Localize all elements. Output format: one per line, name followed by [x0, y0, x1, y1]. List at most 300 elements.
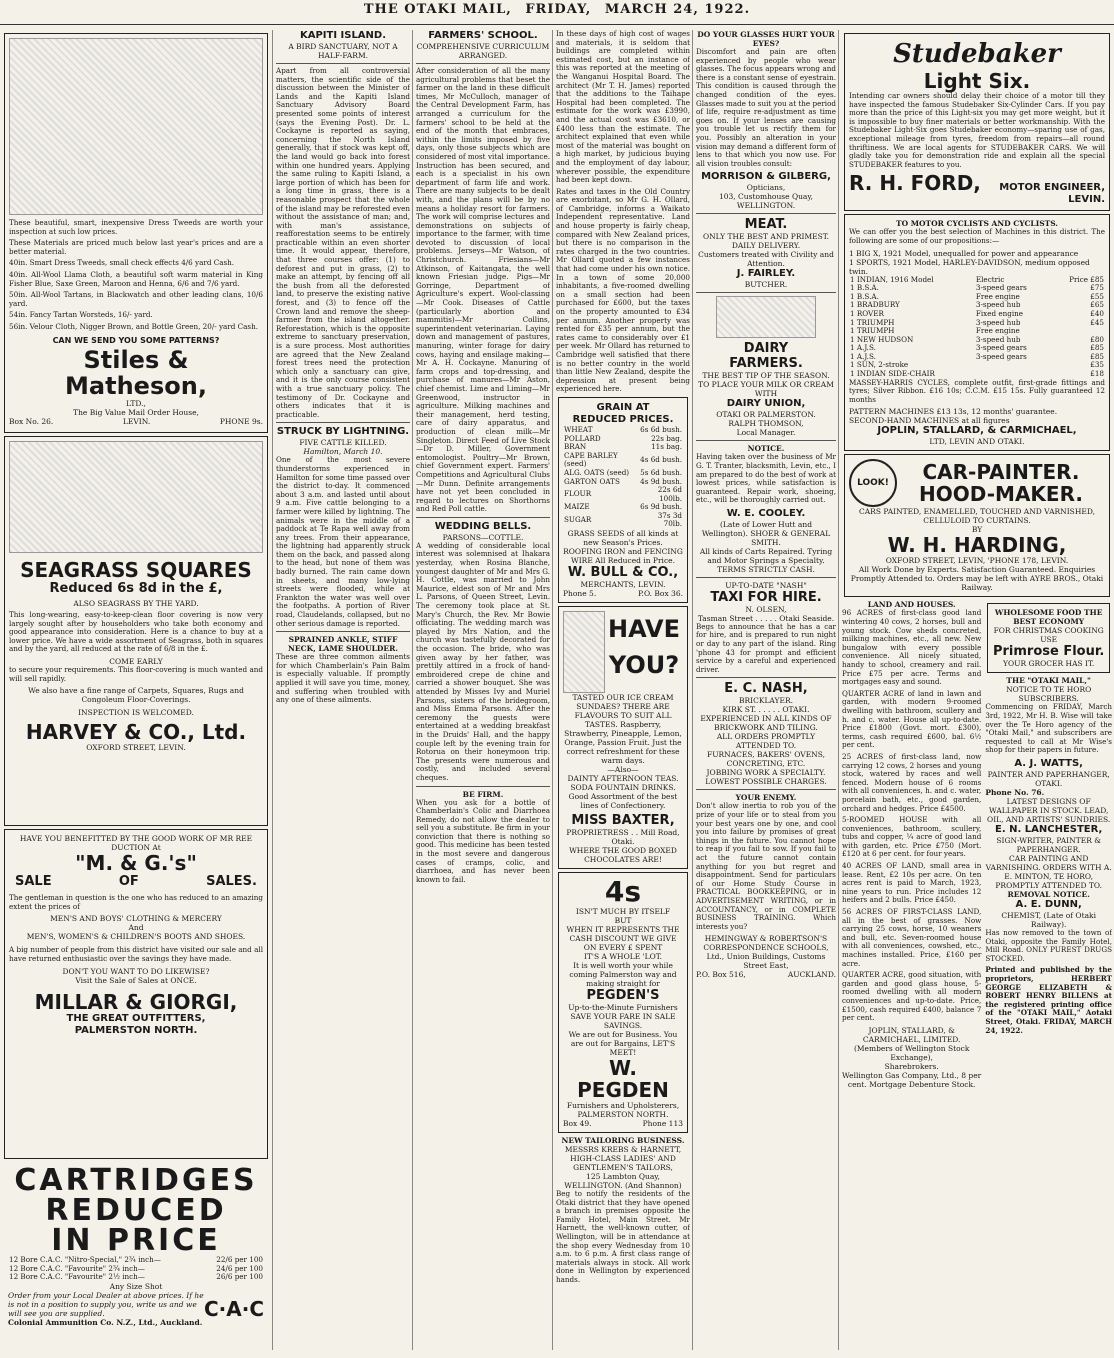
ad-heading: GRAIN AT	[596, 401, 650, 413]
imprint: Printed and published by the proprietors, HERBERT GEORGE ELIZABETH & ROBERT HENRY BILLENS at the registered printing office of the "OTAKI MAIL," Aotaki Street, Otaki. FRIDAY, MARCH 24, 1922.	[985, 965, 1112, 1035]
address: 103, Customhouse Quay, WELLINGTON.	[718, 192, 814, 211]
ad-text: Any Size Shot	[109, 1281, 163, 1291]
ad-text: INSPECTION IS WELCOMED.	[78, 708, 194, 718]
ad-contact	[563, 589, 683, 598]
ad-text: All kinds of Carts Repaired. Tyring and Motor Springs a Specialty.	[699, 546, 833, 565]
advertiser-name: HARVEY & CO., Ltd.	[25, 720, 247, 745]
studebaker-logo: Studebaker	[893, 39, 1061, 69]
table-cell: 3-speed gears	[975, 343, 1027, 353]
ad-heading: REMOVAL NOTICE.	[1007, 890, 1090, 899]
table-cell: £85	[1090, 343, 1104, 353]
list-item: EXPERIENCED IN ALL KINDS OF BRICKWORK AND TILING.	[700, 714, 832, 733]
ad-text: —Also—	[607, 765, 639, 775]
seagrass-illustration	[9, 441, 263, 553]
ad-text: Opticians,	[746, 183, 786, 193]
have-you-banner	[563, 611, 683, 693]
grain-ad	[558, 397, 688, 603]
table-cell: MAIZE	[564, 502, 590, 512]
table-cell: 11s bag.	[651, 442, 682, 452]
table-cell: WHEAT	[564, 424, 593, 434]
ad-heading: DAIRY	[743, 341, 789, 357]
issue-day: FRIDAY,	[525, 2, 592, 17]
sale-of-sales	[9, 874, 263, 889]
ad-text: YOUR GROCER HAS IT.	[1003, 659, 1095, 669]
list-item: FURNACES, BAKERS' OVENS, CONCRETING, ETC.	[707, 750, 825, 769]
ad-subheading: THE GREAT OUTFITTERS,	[66, 1013, 206, 1025]
ad-text: BY	[971, 525, 983, 535]
article-subheading: COMPREHENSIVE CURRICULUM ARRANGED.	[416, 42, 550, 60]
ad-text: MERCHANTS, LEVIN.	[580, 580, 666, 590]
ad-heading: CARTRIDGES	[14, 1163, 258, 1198]
po-box: P.O. Box 516,	[696, 970, 746, 980]
ad-heading: Light Six.	[923, 69, 1031, 93]
column-rule	[412, 30, 413, 1350]
table-cell: POLLARD	[564, 433, 601, 443]
ad-text: SAVE YOUR FARE IN SALE SAVINGS.	[570, 1012, 676, 1031]
ad-text: Visit the Sale of Sales at ONCE.	[75, 976, 197, 986]
divider	[696, 677, 836, 678]
harding-ad	[844, 454, 1110, 597]
column-rule	[692, 30, 693, 1350]
ad-heading: YOU?	[608, 651, 680, 680]
ford-trade	[999, 182, 1105, 206]
town: LEVIN.	[1068, 194, 1105, 206]
ad-heading: FARMERS.	[729, 356, 803, 372]
ad-text: CAR PAINTING AND VARNISHING. ORDERS WITH A. E. MINTON, TE HORO, PROMPTLY ATTENDED TO.	[985, 854, 1112, 890]
list-item: 1 SPORTS, 1921 Model, HARLEY-DAVIDSON, medium opposed twin.	[849, 257, 1090, 276]
article-headline: KAPITI ISLAND.	[299, 30, 387, 41]
dateline: Hamilton, March 10.	[303, 447, 383, 457]
ad-text: LATEST DESIGNS OF WALLPAPER IN STOCK. LEAD, OIL, AND ARTISTS' SUNDRIES.	[987, 797, 1111, 824]
advertiser-name: A. E. DUNN,	[1015, 899, 1082, 910]
ad-text: TERMS STRICTLY CASH.	[717, 564, 815, 574]
ad-heading: IN PRICE	[51, 1223, 221, 1258]
article-subheading: FIVE CATTLE KILLED.	[299, 438, 387, 448]
primrose-flour-ad	[987, 603, 1110, 673]
ad-heading: HAVE	[608, 615, 680, 644]
advertiser-name: PEGDEN'S	[586, 988, 660, 1004]
right-column	[985, 600, 1112, 1088]
ad-text: Order from your Local Dealer at above prices. If he is not in a position to supply you, write us and we will see you are supplied.	[8, 1290, 204, 1318]
ad-text: Commencing on FRIDAY, March 3rd, 1922, Mr H. B. Wise will take over the Te Horo agency of the "Otaki Mail," and subscribers are requested to call at Mr Wise's shop for their papers in future.	[985, 702, 1112, 755]
ad-text: The Big Value Mail Order House,	[73, 407, 199, 417]
advertiser-name: N. OLSEN,	[745, 604, 787, 614]
article-body: Apart from all controversial matters, the scientific side of the discussion between the Minister of Lands and the Kapiti Island Sanctuary Advisory Board presented some points of interest (says the Evening Post). Dr. L. Cockayne is reported as saying, concerning the North Island generally, that if stock was kept off, the land would go back into forest within one hundred years. Applying the same ruling to Kapiti Island, a large portion of which has been for a long time in grass, there is a reasonable prospect that the whole of the island may be reforested even without the assistance of man; and, with man's assistance, reafforestation seems to be entirely practicable within an even shorter time. It would appear, therefore, that three courses offer: (1) to deforest and put in grass, (2) to make an attempt, by fencing off all the bush from all the deforested land, to preserve the existing native forest, and (3) to fence off the Crown land and remove the sheep-farmer from the island altogether. Reforestation, which is the opposite extreme to sanctuary preservation, is a sure process. Most authorities are agreed that the New Zealand forest trees need the protection which only a sanctuary can give, and it is the only course consistent with a true sanctuary policy. The testimony of Dr. Cockayne and others indicates that it is practicable.	[276, 66, 410, 419]
address: PALMERSTON NORTH.	[74, 1025, 198, 1037]
column-5	[696, 30, 836, 1350]
table-cell: 12 Bore C.A.C. "Favourite" 2½ inch—	[9, 1272, 145, 1282]
ad-subheading: Reduced 6s 8d in the £,	[49, 581, 223, 596]
look-badge	[849, 459, 897, 507]
table-cell: 5s 6d bush.	[640, 467, 682, 477]
table-cell: 3-speed gears	[975, 283, 1027, 293]
table-cell: 1 TRIUMPH	[850, 326, 895, 336]
ad-text: to secure your requirements. This floor-covering is much wanted and will sell rapidly.	[9, 664, 263, 683]
table-cell: 37s 3d 70lb.	[657, 510, 682, 529]
ad-text: (Members of Wellington Stock Exchange),	[853, 1043, 970, 1062]
divider	[696, 577, 836, 578]
ad-heading: "M. & G.'s"	[75, 851, 197, 875]
list-item: 25 ACRES of first-class land, now carrying 12 cows, 2 horses and young stock, watered by races and well fenced. Modern house of 6 rooms with all conveniences, h. and c. water, porcelain bath, etc., good garden, orchard and hedges. Price £4500.	[842, 751, 982, 813]
list-item: MEN'S, WOMEN'S & CHILDREN'S BOOTS AND SHOES.	[26, 932, 246, 942]
ad-text: All Work Done by Experts. Satisfaction Guaranteed. Enquiries Promptly Attended to. Orders may be left with AYRE BROS., Otaki Railway.	[850, 565, 1104, 593]
table-cell: 1 A.J.S.	[850, 351, 876, 361]
table-row	[563, 512, 683, 529]
ad-text: PATTERN MACHINES £13 13s, 12 months' guarantee.	[849, 407, 1058, 417]
grain-price-table	[563, 426, 683, 529]
ad-text: TASTED OUR ICE CREAM SUNDAES? THERE ARE FLAVOURS TO SUIT ALL TASTES. Raspberry, Strawberry, Pineapple, Lemon, Orange, Passion Fruit. Just the correct refreshment for these warm days.	[564, 693, 682, 766]
divider	[276, 631, 410, 632]
ad-text: ISN'T MUCH BY ITSELF	[575, 907, 671, 917]
table-cell: 3-speed gears	[975, 351, 1027, 361]
address: PROPRIETRESS . . Mill Road, Otaki.	[566, 828, 680, 847]
ad-text: SIGN-WRITER, PAINTER & PAPERHANGER.	[996, 836, 1101, 854]
word: SALE	[15, 874, 52, 889]
list-item: MEN'S AND BOYS' CLOTHING & MERCERY	[50, 914, 222, 924]
cac-logo: C·A·C	[204, 1296, 265, 1321]
ad-text: (Late of Lower Hutt and Wellington). SHOER & GENERAL SMITH.	[701, 519, 831, 547]
column-1	[2, 30, 270, 1350]
table-cell: 6s 9d bush.	[640, 502, 682, 512]
land-column	[842, 600, 981, 1088]
ad-text: GRASS SEEDS of all kinds at new Season's Prices.	[567, 529, 679, 548]
table-cell: CAPE BARLEY (seed)	[564, 450, 618, 469]
phone: Phone No. 76.	[985, 788, 1045, 797]
table-cell: 1 SUN, 2-stroke	[850, 360, 909, 370]
seagrass-ad	[4, 436, 268, 826]
po-box: Box 49.	[563, 1119, 592, 1129]
table-cell: GARTON OATS	[564, 476, 620, 486]
column-4	[556, 30, 690, 1350]
ad-heading: 4s	[604, 875, 642, 909]
ad-text: WHOLESOME FOOD THE BEST ECONOMY	[994, 608, 1103, 627]
ad-text: COME EARLY	[109, 656, 163, 666]
table-cell: 1 BRADBURY	[850, 300, 900, 310]
ad-text: ALSO SEAGRASS BY THE YARD.	[73, 599, 199, 608]
phone: PHONE 9s.	[219, 416, 263, 426]
ad-contact	[563, 1119, 683, 1128]
table-cell: 12 Bore C.A.C. "Nitro-Special," 2¾ inch—	[9, 1255, 161, 1264]
miss-baxter-ad	[558, 606, 688, 869]
table-cell: 1 NEW HUDSON	[850, 334, 914, 344]
address: KIRK ST. . . . . . OTAKI.	[722, 705, 810, 715]
table-cell: 22s bag.	[651, 433, 682, 443]
advertiser-name: W. BULL & CO.,	[567, 565, 679, 581]
table-cell: £35	[1090, 360, 1104, 370]
table-cell: FLOUR	[564, 489, 592, 499]
ad-text: DAILY DELIVERY.	[731, 241, 801, 251]
po-box: P.O. Box 36.	[638, 589, 683, 599]
ad-heading: TO MOTOR CYCLISTS AND CYCLISTS.	[896, 219, 1058, 229]
advertiser-name: W. PEGDEN	[577, 1056, 669, 1103]
table-cell: £65	[1090, 300, 1104, 310]
sundae-illustration	[563, 611, 605, 693]
list-item: QUARTER ACRE of land in lawn and garden, with modern 9-roomed dwelling with bathroom, scullery and h. and c. water. House all up-to-date. Price £1800 (Govt. mort. £300), terms, cash required £600, bal. 6½ per cent.	[842, 688, 982, 750]
ad-contact	[696, 970, 836, 979]
table-cell: £18	[1090, 369, 1104, 379]
table-cell: 1 INDIAN, 1916 Model	[850, 274, 934, 284]
pegden-ad	[558, 872, 688, 1133]
ad-heading: SEAGRASS SQUARES	[20, 558, 252, 582]
advertiser-name: JOPLIN, STALLARD, & CARMICHAEL, LIMITED.	[862, 1025, 961, 1044]
article-body: After consideration of all the many agricultural problems that beset the farmer on the land in these difficult times, Mr McCulloch, manager of the Central Development Farm, has arranged a curriculum for the farmers' school to be held at the end of the month that embraces, within the limits imposed by five days, only those subjects which are considered of most vital importance. Instruction has been secured, and each is a specialist in his own department of farm life and work. There are many subjects to be dealt with, and the plans will be by no means a holiday resort for farmers. The work will comprise lectures and demonstrations on subjects of importance to the farmer, with time devoted to discussion of local problems. Jerseys—Mr Watson, of Christchurch. Friesians—Mr Atkinson, of Kaitangata, the well known Friesian judge. Pigs—Mr Gorringe, Department of Agriculture's expert. Wool-classing—Mr Cook. Diseases of Cattle (particularly abortion and mammitis)—Mr Collins, superintendent veterinarian. Laying down and management of pastures, manuring, winter forage for dairy cows, haying and ensilage making—Mr A. H. Cockayne. Manuring of farm crops and top-dressing, and purchase of manures—Mr Aston, chief chemist. Lime and Liming—Mr Greenwood, instructor in agriculture. Milking machines and their management, herd testing, care of dairy apparatus, and production of clean milk—Mr Singleton. Direct Feed of Live Stock—Dr D. Miller, Government entomologist. Poultry—Mr Brown, chief Government expert. Farmers' Competitions and Agricultural Clubs—Mr Dunn. Definite arrangements have not yet been concluded in regard to lectures on Shorthorns and Red Poll cattle.	[416, 66, 550, 514]
ad-text: HAVE YOU BENEFITTED BY THE GOOD WORK OF MR REE DUCTION At	[19, 834, 253, 852]
ad-text: FOR CHRISTMAS COOKING USE	[993, 626, 1104, 645]
list-item: 96 ACRES of first-class good land wintering 40 cows, 2 horses, bull and young stock. Cow sheds concreted, milking machines, etc., all new. New bungalow with every possible convenience. All nicely situated, handy to school, creamery and rail. Price £75 per acre. Terms and mortgages easy and sound.	[842, 608, 982, 687]
ad-text: RALPH THOMSON,	[728, 419, 804, 429]
table-cell: 3-speed hub	[975, 317, 1021, 327]
divider	[416, 63, 550, 64]
advertiser-name: W. E. COOLEY.	[726, 507, 806, 519]
millar-giorgi-ad	[4, 829, 268, 1159]
list-item: 56in. Velour Cloth, Nigger Brown, and Bottle Green, 20/- yard Cash.	[9, 321, 259, 331]
advertiser-name: A. J. WATTS,	[1014, 758, 1083, 769]
table-row	[563, 486, 683, 503]
ad-text: Customers treated with Civility and Attention.	[698, 250, 834, 269]
ad-text: BRICKLAYER.	[738, 696, 793, 706]
divider	[416, 786, 550, 787]
table-cell: £85	[1090, 351, 1104, 361]
ad-text: A big number of people from this district have visited our sale and all have returned enthusiastic over the savings they have made.	[9, 945, 263, 963]
ad-text: Intending car owners should delay their choice of a motor till they have inspected the famous Studebaker Six-Cylinder Cars. If you pay more than the price of this Light-six you may get more weight, but it is impossible to buy finer materials or better workmanship. With the Studebaker Light-Six goes Studebaker economy—sparing use of gas, exceptional mileage from tyres, freedom from repairs—all round thriftiness. We are local agents for STUDEBAKER CARS. We will gladly take you for demonstration ride and explain all the special STUDEBAKER features to you.	[849, 91, 1105, 169]
stiles-matheson-ad	[4, 33, 268, 433]
ad-contact	[9, 417, 263, 426]
ad-text: CHEMIST, (Late of Otaki Railway).	[1001, 911, 1096, 929]
table-cell: 6s 6d bush.	[640, 424, 682, 434]
table-cell: 24/6 per 100	[216, 1263, 263, 1273]
ad-heading: HOOD-MAKER.	[919, 482, 1083, 507]
ad-text: HIGH-CLASS LADIES' AND GENTLEMEN'S TAILORS,	[570, 1154, 676, 1173]
ad-text: CARS PAINTED, ENAMELLED, TOUCHED AND VARNISHED, CELLULOID TO CURTAINS.	[859, 507, 1095, 526]
ad-text: Up-to-the-Minute Furnishers	[568, 1003, 678, 1013]
issue-date: MARCH 24, 1922.	[604, 2, 751, 17]
ad-text: Wellington Gas Company, Ltd., 8 per cent. Mortgage Debenture Stock.	[842, 1070, 982, 1089]
list-item: 56 ACRES OF FIRST-CLASS LAND, all in the best of grasses. Now carrying 25 cows, horse, 10 weaners and bull, etc. Seven-roomed house with all conveniences, cowshed, etc., machines installed. Price, £160 per acre.	[842, 907, 982, 968]
advertiser-name: Primrose Flour.	[992, 644, 1105, 660]
ad-text: Don't allow inertia to rob you of the prize of your life or to steal from you your best years one by one, and cool you into failure by promises of great things in the future. You cannot hope to reap if you fail to sow. If you fail to act the future cannot contain anything for you but regret and disappointment. Send for particulars of our Home Study Course in PRACTICAL BOOKKEEPING, or in ADVERTISEMENT WRITING, or in ACCOUNTANCY, or in COMPLETE BUSINESS TRAINING. Which interests you?	[696, 801, 836, 931]
list-item: JOBBING WORK A SPECIALTY.	[706, 768, 826, 778]
cartridge-footer	[8, 1291, 264, 1327]
ad-text: These beautiful, smart, inexpensive Dress Tweeds are worth your inspection at such low prices.	[9, 218, 263, 236]
cow-illustration	[716, 296, 816, 338]
ad-text: TO PLACE YOUR MILK OR CREAM WITH	[698, 380, 834, 399]
column-2	[276, 30, 410, 1350]
ad-text: Begs to announce that he has a car for hire, and is prepared to run night or day to any part of the island. Ring 'phone 43 for prompt and efficient service by a careful and experienced driver.	[696, 621, 836, 674]
advertiser-name: W. H. HARDING,	[887, 533, 1067, 558]
article-headline: WEDDING BELLS.	[434, 520, 532, 532]
table-cell: £75	[1090, 283, 1104, 293]
divider	[696, 292, 836, 293]
list-item: ALL ORDERS PROMPTLY ATTENDED TO.	[716, 732, 816, 751]
advertiser-name: E. N. LANCHESTER,	[995, 824, 1103, 835]
table-cell: 22s 6d 100lb.	[657, 485, 682, 503]
column-rule	[272, 30, 273, 1350]
ad-text: BUT	[614, 916, 632, 926]
address: Tasman Street . . . . . Otaki Seaside.	[697, 613, 835, 623]
ad-subheading: REDUCED PRICES.	[572, 413, 674, 425]
ad-text: UP-TO-DATE "NASH"	[725, 580, 807, 590]
advertiser-name: DAIRY UNION,	[726, 398, 806, 410]
article-body: A wedding of considerable local interest was solemnised at Ihakara yesterday, when Rosina Blanche, youngest daughter of Mr and Mrs G. H. Cottle, was married to John Maurice, eldest son of Mr and Mrs L. Parsons, of Queen Street, Levin. The ceremony took place at St. Mary's Church, the Rev. Mr Bowie officiating. The wedding march was played by Mrs Nation, and the church was tastefully decorated for the occasion. The bride, who was given away by her father, was prettily attired in a frock of hand-embroidered crepe de chine and carried a shower bouquet. She was attended by Misses Ivy and Muriel Parsons, sisters of the bridegroom, and Miss Emma Parsons. After the ceremony the guests were entertained at a wedding breakfast in the Druids' Hall, and the happy couple left by the evening train for Rotorua on their honeymoon trip. The presents were numerous and costly, and included several cheques.	[416, 540, 550, 782]
advertiser-name: MORRISON & GILBERG,	[701, 171, 831, 183]
ad-text: Has now removed to the town of Otaki, opposite the Family Hotel, Mill Road. ONLY PUREST DRUGS STOCKED.	[985, 928, 1112, 963]
column-rule	[838, 30, 839, 1350]
phone: Phone 5.	[563, 589, 597, 599]
advertiser-name: MILLAR & GIORGI,	[34, 990, 238, 1015]
table-cell: 3-speed hub	[975, 300, 1021, 310]
table-cell: BRAN	[564, 442, 587, 452]
table-cell: SUGAR	[564, 515, 592, 525]
address: LTD, LEVIN AND OTAKI.	[929, 437, 1025, 447]
table-row	[563, 452, 683, 469]
table-cell: £55	[1090, 291, 1104, 301]
phone: Phone 113	[642, 1119, 683, 1129]
advertiser-name: J. FAIRLEY.	[736, 268, 796, 280]
ad-text: We also have a fine range of Carpets, Squares, Rugs and Congoleum Floor-Coverings.	[28, 686, 244, 705]
list-item: 40in. All-Wool Llama Cloth, a beautiful soft warm material in King Fisher Blue, Saxe Green, Maroon and Henna, 6/6 and 7/6 yard.	[9, 269, 263, 288]
ad-text: DAINTY AFTERNOON TEAS. SODA FOUNTAIN DRINKS. Good Assortment of the best lines of Confectionery.	[567, 774, 679, 811]
table-cell: 1 B.S.A.	[850, 291, 879, 301]
motorcycle-price-table	[849, 276, 1105, 379]
list-item: 1 BIG X, 1921 Model, unequalled for power and appearance	[849, 248, 1079, 258]
list-item: 54in. Fancy Tartan Worsteds, 16/- yard.	[9, 310, 153, 320]
advertiser-name: Colonial Ammunition Co. N.Z., Ltd., Auckland.	[8, 1317, 203, 1327]
ad-text: THE BEST TIP OF THE SEASON.	[702, 371, 830, 381]
column-rule	[552, 30, 553, 1350]
ad-heading: CAR-PAINTER.	[922, 460, 1080, 485]
ad-text: PAINTER AND PAPERHANGER, OTAKI.	[987, 770, 1110, 788]
table-cell: £45	[1090, 317, 1104, 327]
cartridges-ad	[4, 1162, 268, 1340]
advertiser-name: HEMINGWAY & ROBERTSON'S CORRESPONDENCE SCHOOLS, Ltd., Union Buildings, Customs Street East,	[703, 934, 829, 971]
table-cell: 22/6 per 100	[216, 1255, 263, 1264]
table-cell: 1 ROVER	[850, 308, 884, 318]
article-headline: FARMERS' SCHOOL.	[428, 30, 538, 41]
list-item: 5-ROOMED HOUSE with all conveniences, bathroom, scullery, tubs and copper, ¼ acre of good land with garden, etc. Price £750 (Mort. £120 at 6 per cent. for four years.	[842, 815, 982, 859]
list-item: QUARTER ACRE, good situation, with garden and good glass house, 5-roomed dwelling with all modern conveniences and up-to-date. Price, £1500, cash required £400, balance 7 per cent.	[842, 970, 982, 1023]
ad-text: SECOND-HAND MACHINES at all figures	[849, 416, 1010, 426]
table-cell: 3-speed hub	[975, 334, 1021, 344]
ad-heading: REDUCED	[45, 1193, 227, 1228]
ad-heading: NEW TAILORING BUSINESS.	[561, 1136, 685, 1146]
list-item: LOWEST POSSIBLE CHARGES.	[705, 777, 827, 787]
table-cell: Electric	[975, 274, 1005, 284]
ad-text: Local Manager.	[736, 428, 796, 438]
list-item: And	[128, 923, 144, 933]
address: OXFORD STREET, LEVIN.	[86, 743, 186, 753]
town: LEVIN.	[122, 416, 151, 426]
table-cell: Fixed engine	[975, 308, 1024, 318]
ad-subheading: NOTICE TO TE HORO SUBSCRIBERS.	[1006, 685, 1092, 704]
paper-name: THE OTAKI MAIL,	[363, 2, 512, 17]
ad-text: OTAKI OR PALMERSTON.	[716, 410, 816, 420]
list-item: 40 ACRES OF LAND, small area in lease. Rent, £2 10s per acre. On ten acres rent is paid to March, 1923, nine years to run. Price includes 12 heifers and 2 bulls. Price £450.	[842, 861, 982, 905]
ad-heading: DO YOUR GLASSES HURT YOUR EYES?	[697, 30, 835, 48]
word: OF	[118, 874, 139, 889]
address: Furnishers and Upholsterers, PALMERSTON NORTH.	[566, 1101, 680, 1120]
table-cell: 1 B.S.A.	[850, 283, 879, 293]
ad-heading: YOUR ENEMY.	[735, 793, 797, 803]
ad-text: WHERE THE GOOD BOXED CHOCOLATES ARE!	[569, 846, 677, 865]
divider	[276, 63, 410, 64]
studebaker-ad	[844, 33, 1110, 211]
ad-text: It is well worth your while coming Palmerston way and making straight for	[569, 961, 677, 989]
ad-heading: LAND AND HOUSES.	[867, 600, 956, 610]
column-3	[416, 30, 550, 1350]
article-body: Rates and taxes in the Old Country are exorbitant, so Mr G. H. Ollard, of Cambridge, informs a Waikato Independent representative. Land and house property is fairly cheap, compared with New Zealand prices, but there is no comparison in the rates charged in the two countries. Mr Ollard quoted a few instances that had come under his own notice. In a town of some 20,000 inhabitants, a five-roomed dwelling on a small section had been purchased for £600, but the taxes on the property amounted to £34 per annum. Another property was rented for £35 per annum, but the rates came to considerably over £1 per week. Mr Ollard has returned to Cambridge well satisfied that there is no better country in the world than little New Zealand, despite the depression at present being experienced here.	[556, 186, 690, 394]
table-cell: £40	[1090, 308, 1104, 318]
ad-heading: MEAT.	[744, 217, 788, 233]
ad-text: We can offer you the best selection of Machines in this district. The following are some of our propositions:—	[849, 227, 1105, 245]
article-subheading: A BIRD SANCTUARY, NOT A HALF-FARM.	[288, 42, 398, 60]
advertiser-name: E. C. NASH,	[724, 681, 808, 697]
article-headline: SPRAINED ANKLE, STIFF NECK, LAME SHOULDER.	[288, 635, 398, 654]
ad-heading: TAXI FOR HIRE.	[710, 589, 822, 605]
table-cell: Price £85	[1069, 274, 1104, 284]
ad-text: Discomfort and pain are often experienced by people who wear glasses. The focus appears wrong and there is a constant sense of eyestrain. This condition is caused through the changed condition of the eyes. Glasses made to suit you at the period of life, require re-adjustment as time goes on. If your lenses are causing you trouble let us rectify them for you. Possibly an alteration in your vision may demand a different form of lens to that which you now use. For all vision troubles consult:	[696, 47, 836, 168]
article-body: These are three common ailments for which Chamberlain's Pain Balm is especially valuable. If promptly applied it will save you time, money, and suffering when troubled with any one of these ailments.	[276, 652, 410, 705]
ad-text: Beg to notify the residents of the Otaki district that they have opened a branch in premises opposite the Family Hotel, Main Street. Mr Harnett, the well-known cutter, of Wellington, will be in attendance at the shop every Wednesday from 10 a.m. to 6 p.m. A first class range of materials always in stock. All work done in Wellington by experienced hands.	[556, 1189, 690, 1284]
ad-text: DON'T YOU WANT TO DO LIKEWISE?	[62, 967, 210, 977]
trade: MOTOR ENGINEER,	[999, 182, 1105, 194]
table-cell: Free engine	[975, 291, 1020, 301]
list-item: 40in. Smart Dress Tweeds, small check effects 4/6 yard Cash.	[9, 258, 235, 268]
article-headline: STRUCK BY LIGHTNING.	[276, 426, 410, 438]
ford-signature	[849, 172, 1105, 206]
ad-heading: NOTICE.	[747, 444, 785, 454]
ad-text: IT'S A WHOLE 'LOT.	[583, 952, 663, 962]
ad-heading: THE "OTAKI MAIL,"	[1006, 676, 1091, 686]
table-cell: 1 INDIAN SIDE-CHAIR	[850, 369, 935, 379]
ad-text: BUTCHER.	[744, 280, 788, 290]
word: SALES.	[206, 874, 257, 889]
address: 125 Lambton Quay, WELLINGTON. (And Shannon)	[564, 1172, 682, 1191]
table-cell: Free engine	[975, 326, 1020, 336]
motorcycle-ad	[844, 214, 1110, 451]
article-subheading: PARSONS—COTTLE.	[442, 532, 524, 542]
table-cell	[975, 361, 1052, 370]
article-headline: BE FIRM.	[462, 789, 504, 799]
advertiser-name: R. H. FORD,	[849, 171, 981, 196]
table-cell: £80	[1090, 334, 1104, 344]
table-cell: 12 Bore C.A.C. "Favourite" 2¾ inch—	[9, 1263, 145, 1273]
ad-text: ONLY THE BEST AND PRIMEST.	[702, 232, 830, 242]
masthead-rule	[0, 24, 1114, 25]
advertiser-name: JOPLIN, STALLARD, & CARMICHAEL,	[877, 425, 1077, 437]
ad-text: The gentleman in question is the one who has reduced to an amazing extent the prices of	[9, 893, 263, 911]
advertiser-name: MISS BAXTER,	[571, 813, 675, 829]
ad-text: MASSEY-HARRIS CYCLES, complete outfit, first-grade fittings and tyres; Silver Ribbon. £16 10s; C.C.M. £15 15s. Fully guaranteed 12 months	[849, 377, 1105, 404]
divider	[696, 440, 836, 441]
dress-illustration	[9, 38, 263, 215]
divider	[696, 213, 836, 214]
table-cell: 4s 6d bush.	[640, 455, 682, 465]
table-row	[8, 1273, 264, 1282]
lower-right-section	[842, 600, 1112, 1088]
divider	[696, 789, 836, 790]
article-body: One of the most severe thunderstorms experienced in Hamilton for some time passed over the district to-day. It commenced about 3 a.m. and lasted until about 9 a.m. Five cattle belonging to a farmer were killed by lightning. The animals were in the middle of a paddock at Te Rapa well away from any trees. From their appearance, the lightning had apparently struck them on the back, and passed along to the head, but none of them was badly burned. The rain came down in sheets, and many low-lying streets were flooded, while at Frankton the water was well over the footpaths. A portion of River road, Claudelands, collapsed, but no other serious damage is reported.	[276, 455, 410, 628]
ad-text: LTD.,	[126, 398, 146, 408]
town: AUCKLAND.	[787, 970, 836, 980]
ad-text: These Materials are priced much below last year's prices and are a better material.	[9, 238, 263, 256]
po-box: Box No. 26.	[9, 416, 54, 426]
ad-text: Having taken over the business of Mr G. T. Tranter, blacksmith, Levin, etc., I am prepared to do the best of work at lowest prices, while satisfaction is guaranteed. Repair work, shoeing, etc., will be thoroughly carried out.	[696, 452, 836, 505]
ad-heading: CAN WE SEND YOU SOME PATTERNS?	[52, 335, 220, 345]
table-cell: 26/6 per 100	[216, 1272, 263, 1282]
column-6	[842, 30, 1112, 1350]
ad-text: ROOFING IRON and FENCING WIRE All Reduced in Price.	[563, 547, 683, 566]
ad-text: We are out for Business. You are out for Bargains, LET'S MEET!	[568, 1030, 678, 1058]
